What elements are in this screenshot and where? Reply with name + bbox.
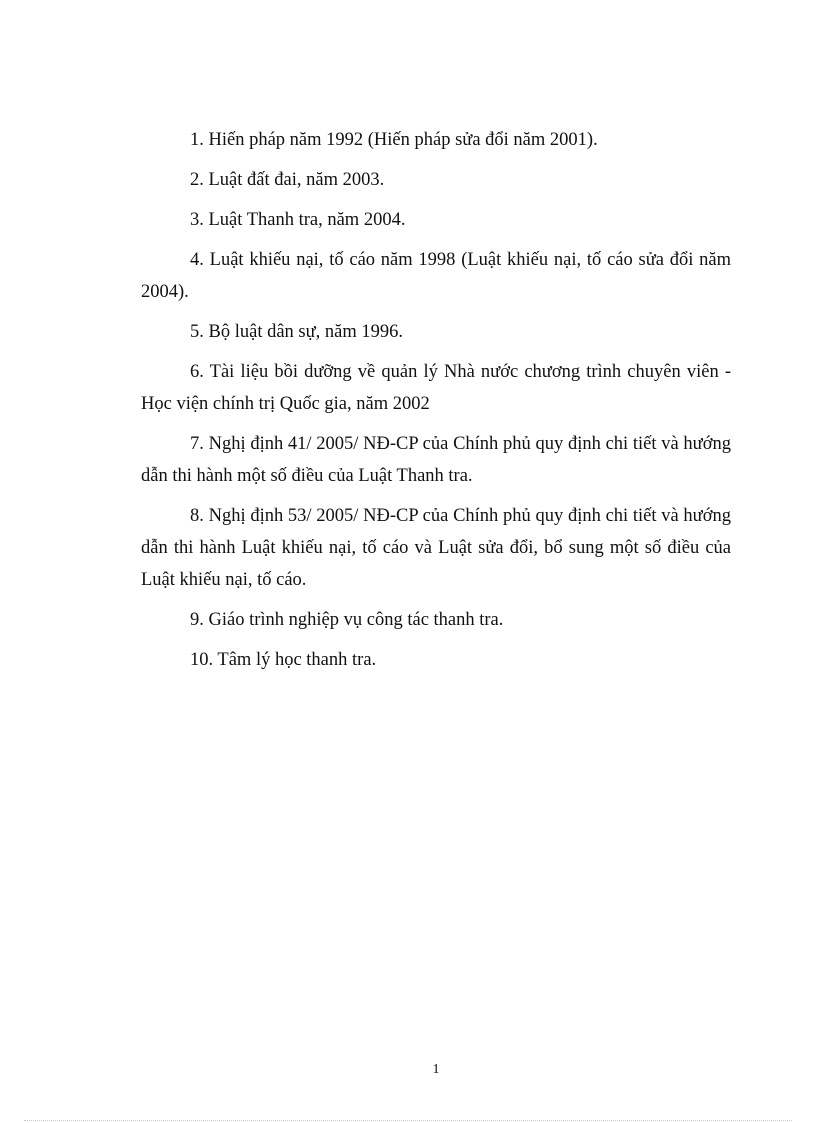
- reference-item: 6. Tài liệu bồi dưỡng về quản lý Nhà nước chương trình chuyên viên - Học viện chính trị Quốc gia, năm 2002: [141, 362, 731, 414]
- reference-item: 8. Nghị định 53/ 2005/ NĐ-CP của Chính phủ quy định chi tiết và hướng dẫn thi hành Luật khiếu nại, tố cáo và Luật sửa đổi, bổ sung một số điều của Luật khiếu nại, tố cáo.: [141, 506, 731, 590]
- reference-item: 10. Tâm lý học thanh tra.: [190, 650, 377, 670]
- reference-item: 4. Luật khiếu nại, tố cáo năm 1998 (Luật khiếu nại, tố cáo sửa đổi năm 2004).: [141, 250, 731, 302]
- reference-list: [141, 124, 731, 684]
- page-number: 1: [432, 1062, 440, 1077]
- page-bottom-divider: [24, 1120, 792, 1121]
- reference-item: 1. Hiến pháp năm 1992 (Hiến pháp sửa đổi năm 2001).: [190, 130, 598, 150]
- reference-item: 2. Luật đất đai, năm 2003.: [190, 170, 385, 190]
- reference-item: 7. Nghị định 41/ 2005/ NĐ-CP của Chính phủ quy định chi tiết và hướng dẫn thi hành một số điều của Luật Thanh tra.: [141, 434, 731, 486]
- reference-item: 5. Bộ luật dân sự, năm 1996.: [190, 322, 403, 342]
- reference-item: 3. Luật Thanh tra, năm 2004.: [190, 210, 406, 230]
- reference-item: 9. Giáo trình nghiệp vụ công tác thanh tra.: [190, 610, 504, 630]
